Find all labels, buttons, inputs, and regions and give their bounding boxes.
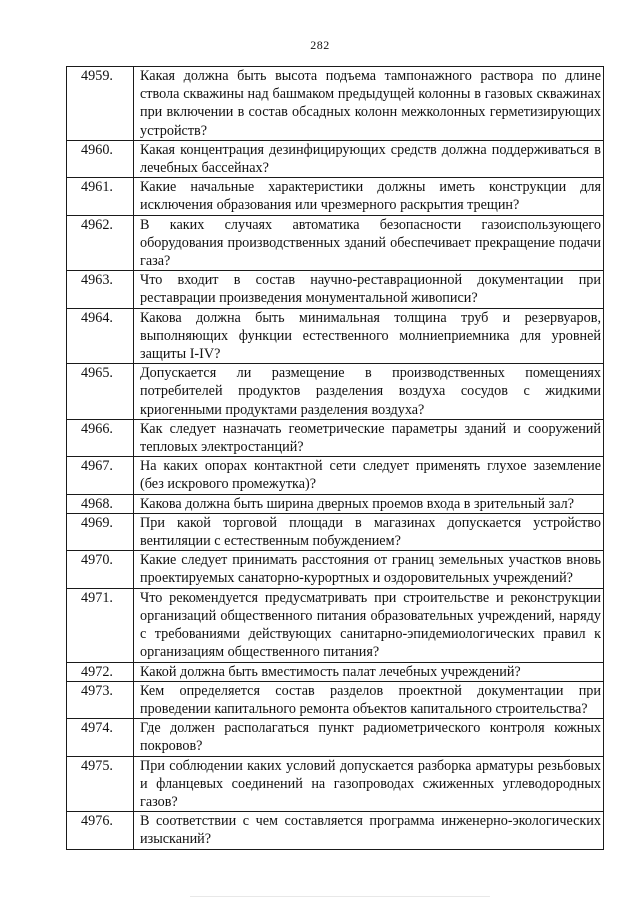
question-number: 4970.	[67, 551, 134, 588]
question-number: 4960.	[67, 140, 134, 177]
question-row	[67, 494, 604, 513]
question-row	[67, 67, 604, 141]
question-text: Какова должна быть минимальная толщина труб и резервуаров, выполняющих функции естественного молниеприемника для уровней защиты I-IV?	[134, 308, 604, 364]
question-row	[67, 140, 604, 177]
question-number: 4969.	[67, 513, 134, 550]
question-text: Какая концентрация дезинфицирующих средств должна поддерживаться в лечебных бассейнах?	[134, 140, 604, 177]
question-row	[67, 812, 604, 849]
question-number: 4963.	[67, 271, 134, 308]
question-text: Что входит в состав научно-реставрационной документации при реставрации произведения монументальной живописи?	[134, 271, 604, 308]
question-number: 4965.	[67, 364, 134, 420]
question-row	[67, 215, 604, 271]
question-number: 4975.	[67, 756, 134, 812]
question-text: Какова должна быть ширина дверных проемов входа в зрительный зал?	[134, 494, 604, 513]
question-number: 4967.	[67, 457, 134, 494]
question-number: 4972.	[67, 662, 134, 681]
question-text: Допускается ли размещение в производственных помещениях потребителей продуктов разделения воздуха сосудов с жидкими криогенными продуктами разделения воздуха?	[134, 364, 604, 420]
question-row	[67, 756, 604, 812]
question-text: В соответствии с чем составляется программа инженерно-экологических изысканий?	[134, 812, 604, 849]
question-text: При соблюдении каких условий допускается разборка арматуры резьбовых и фланцевых соединений на газопроводах сжиженных углеводородных газов?	[134, 756, 604, 812]
question-text: Какой должна быть вместимость палат лечебных учреждений?	[134, 662, 604, 681]
question-row	[67, 588, 604, 662]
question-number: 4974.	[67, 719, 134, 756]
question-text: Что рекомендуется предусматривать при строительстве и реконструкции организаций общественного питания образовательных учреждений, наряду с требованиями действующих санитарно-эпидемиологических правил к организациям общественного питания?	[134, 588, 604, 662]
question-text: В каких случаях автоматика безопасности газоиспользующего оборудования производственных зданий обеспечивает прекращение подачи газа?	[134, 215, 604, 271]
question-number: 4964.	[67, 308, 134, 364]
question-text: Какие начальные характеристики должны иметь конструкции для исключения образования или чрезмерного раскрытия трещин?	[134, 178, 604, 215]
question-row	[67, 457, 604, 494]
questions-table-body	[67, 67, 604, 850]
question-number: 4973.	[67, 681, 134, 718]
question-text: На каких опорах контактной сети следует применять глухое заземление (без искрового промежутка)?	[134, 457, 604, 494]
question-row	[67, 271, 604, 308]
question-text: Какая должна быть высота подъема тампонажного раствора по длине ствола скважины над башмаком предыдущей колонны в газовых скважинах при включении в состав обсадных колонн межколонных герметизирующих устройств?	[134, 67, 604, 141]
question-row	[67, 178, 604, 215]
scan-edge-line	[190, 896, 490, 897]
question-number: 4971.	[67, 588, 134, 662]
question-number: 4966.	[67, 419, 134, 456]
question-text: Кем определяется состав разделов проектной документации при проведении капитального ремонта объектов капитального строительства?	[134, 681, 604, 718]
question-row	[67, 551, 604, 588]
question-row	[67, 681, 604, 718]
question-number: 4961.	[67, 178, 134, 215]
question-text: Какие следует принимать расстояния от границ земельных участков вновь проектируемых санаторно-курортных и оздоровительных учреждений?	[134, 551, 604, 588]
question-number: 4962.	[67, 215, 134, 271]
question-row	[67, 662, 604, 681]
question-number: 4968.	[67, 494, 134, 513]
question-text: При какой торговой площади в магазинах допускается устройство вентиляции с естественным побуждением?	[134, 513, 604, 550]
question-row	[67, 364, 604, 420]
question-text: Где должен располагаться пункт радиометрического контроля кожных покровов?	[134, 719, 604, 756]
questions-table	[66, 66, 604, 850]
page-number: 282	[310, 38, 330, 52]
question-number: 4959.	[67, 67, 134, 141]
question-row	[67, 719, 604, 756]
question-row	[67, 308, 604, 364]
question-row	[67, 513, 604, 550]
question-number: 4976.	[67, 812, 134, 849]
question-row	[67, 419, 604, 456]
question-text: Как следует назначать геометрические параметры зданий и сооружений тепловых электростанций?	[134, 419, 604, 456]
